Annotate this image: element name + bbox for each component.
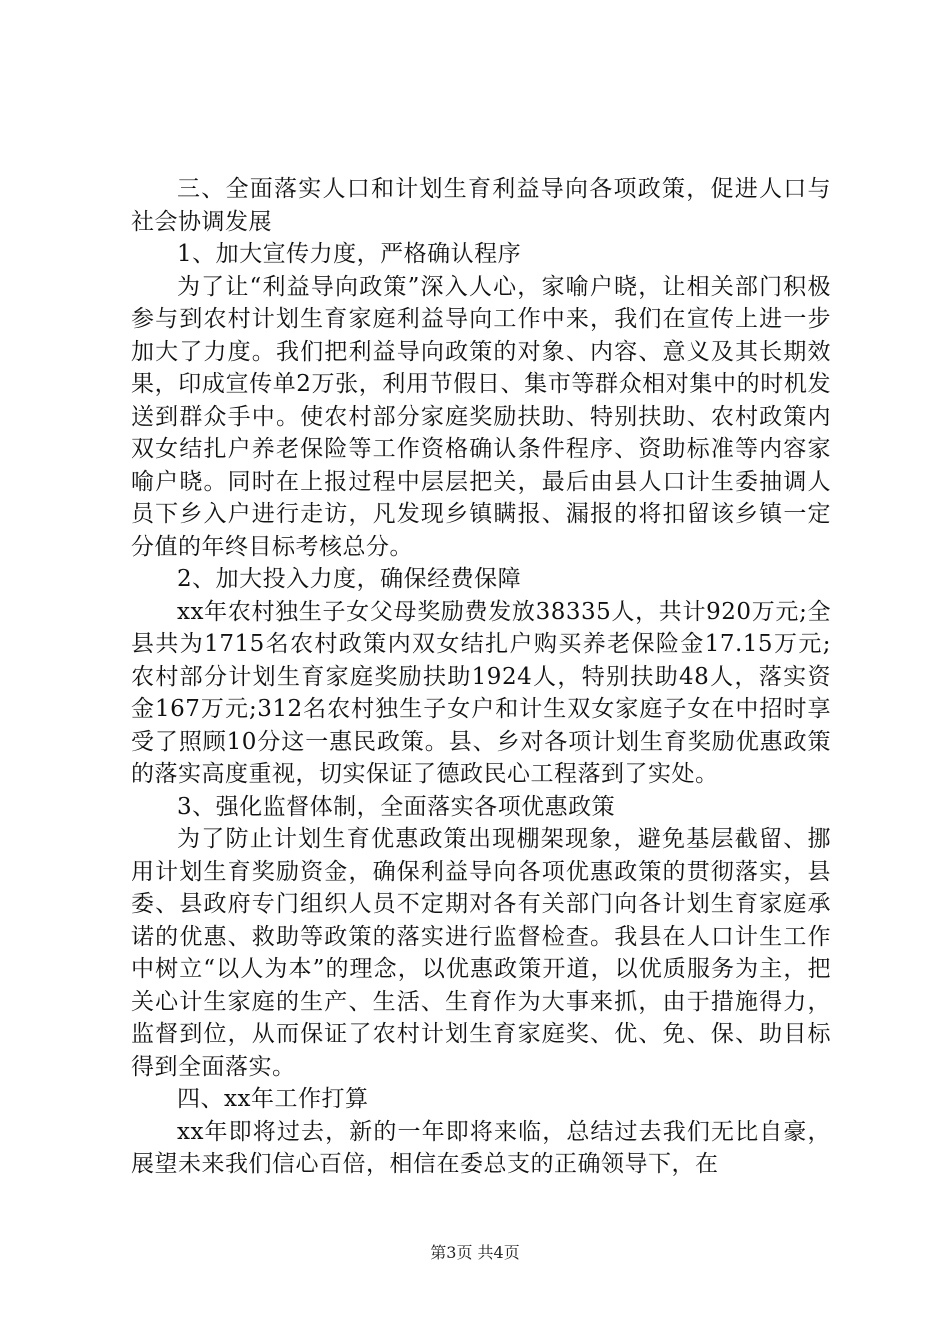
- body-paragraph: 为了让“利益导向政策”深入人心，家喻户晓，让相关部门积极参与到农村计划生育家庭利益导向工作中来，我们在宣传上进一步加大了力度。我们把利益导向政策的对象、内容、意义及其长期效果，印成宣传单2万张，利用节假日、集市等群众相对集中的时机发送到群众手中。使农村部分家庭奖励扶助、特别扶助、农村政策内双女结扎户养老保险等工作资格确认条件程序、资助标准等内容家喻户晓。同时在上报过程中层层把关，最后由县人口计生委抽调人员下乡入户进行走访，凡发现乡镇瞒报、漏报的将扣留该乡镇一定分值的年终目标考核总分。: [131, 273, 831, 560]
- document-body: [131, 173, 831, 1181]
- section-heading-3: 三、全面落实人口和计划生育利益导向各项政策，促进人口与社会协调发展: [131, 176, 831, 235]
- section-heading-4: 四、xx年工作打算: [177, 1086, 369, 1112]
- body-paragraph: xx年即将过去，新的一年即将来临，总结过去我们无比自豪，展望未来我们信心百倍，相信在委总支的正确领导下，在: [131, 1118, 831, 1177]
- body-paragraph: xx年农村独生子女父母奖励费发放38335人，共计920万元;全县共为1715名农村政策内双女结扎户购买养老保险金17.15万元;农村部分计划生育家庭奖励扶助1924人，特别扶助48人，落实资金167万元;312名农村独生子女户和计生双女家庭子女在中招时享受了照顾10分这一惠民政策。县、乡对各项计划生育奖励优惠政策的落实高度重视，切实保证了德政民心工程落到了实处。: [131, 598, 831, 787]
- subsection-heading-1: 1、加大宣传力度，严格确认程序: [177, 241, 522, 267]
- page-number-footer: 第3页 共4页: [430, 1243, 520, 1262]
- subsection-heading-2: 2、加大投入力度，确保经费保障: [177, 566, 522, 592]
- body-paragraph: 为了防止计划生育优惠政策出现棚架现象，避免基层截留、挪用计划生育奖励资金，确保利益导向各项优惠政策的贯彻落实，县委、县政府专门组织人员不定期对各有关部门向各计划生育家庭承诺的优惠、救助等政策的落实进行监督检查。我县在人口计生工作中树立“以人为本”的理念，以优惠政策开道，以优质服务为主，把关心计生家庭的生产、生活、生育作为大事来抓，由于措施得力，监督到位，从而保证了农村计划生育家庭奖、优、免、保、助目标得到全面落实。: [131, 826, 831, 1080]
- subsection-heading-3: 3、强化监督体制，全面落实各项优惠政策: [177, 793, 616, 820]
